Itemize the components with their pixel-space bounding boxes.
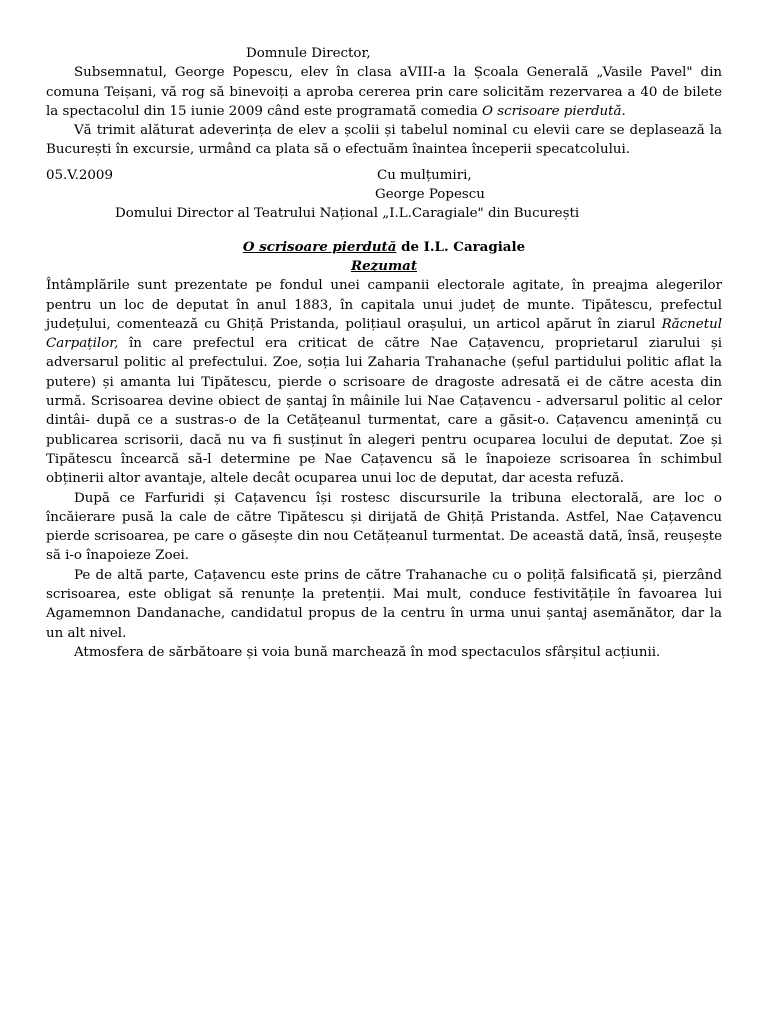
summary-title-author: de I.L. Caragiale bbox=[396, 238, 526, 255]
summary-newspaper-name: Răcnetul Carpaților, bbox=[46, 316, 722, 352]
summary-paragraph-4: Atmosfera de sărbătoare și voia bună marchează în mod spectaculos sfârșitul acțiunii. bbox=[74, 644, 661, 660]
summary-heading bbox=[46, 238, 722, 277]
letter-paragraph-attachment: Vă trimit alăturat adeverința de elev a școlii și tabelul nominal cu elevii care se deplasează la București în excursie, urmând ca plata să o efectuăm înaintea începerii specatcolului. bbox=[46, 123, 722, 158]
summary-paragraph-2: După ce Farfuridi și Cațavencu își rostesc discursurile la tribuna electorală, are loc o încăierare pusă la cale de către Tipătescu și dirijată de Ghiță Pristanda. Astfel, Nae Cațavencu pierde scrisoarea, pe care o găsește din nou Cetățeanul turmentat. De această dată, însă, reușește să i-o înapoieze Zoei. bbox=[46, 490, 722, 564]
letter-play-title: O scrisoare pierdută bbox=[482, 103, 622, 119]
summary-p1-text: Întâmplările sunt prezentate pe fondul unei campanii electorale agitate, în preajma alegerilor pentru un loc de deputat în anul 1883, în capitala unui județ de munte. Tipătescu, prefectul județului, comentează cu Ghiță Pristanda, polițiaul orașului, un articol apărut în ziarul bbox=[46, 278, 722, 332]
letter-request-end: . bbox=[621, 103, 626, 119]
summary-title bbox=[46, 238, 722, 257]
letter-request-text: Subsemnatul, George Popescu, elev în clasa aVIII-a la Școala Generală „Vasile Pavel" din comuna Teișani, vă rog să binevoiți a aproba cererea prin care solicităm rezervarea a 40 de bilete la spectacolul din 15 iunie 2009 când este programată comedia bbox=[46, 65, 722, 119]
summary-subtitle: Rezumat bbox=[350, 257, 418, 274]
letter-closing: Cu mulțumiri, bbox=[377, 167, 472, 183]
letter-date-row bbox=[46, 166, 722, 185]
letter-recipient: Domului Director al Teatrului Național „I.L.Caragiale" din București bbox=[115, 206, 580, 222]
document-body bbox=[46, 44, 722, 662]
summary-p1-rest: în care prefectul era criticat de către Nae Cațavencu, proprietarul ziarului și adversarul politic al prefectului. Zoe, soția lui Zaharia Trahanache (șeful partidului politic aflat la putere) și amanta lui Tipătescu, pierde o scrisoare de dragoste adresată ei de către acesta din urmă. Scrisoarea devine obiect de șantaj în mâinile lui Nae Cațavencu - adversarul politic al celor dintâi- după ce a sustras-o de la Cetățeanul turmentat, care a găsit-o. Cațavencu amenință cu publicarea scrisorii, dacă nu va fi susținut în alegeri pentru ocuparea locului de deputat. Zoe și Tipătescu încearcă să-l determine pe Nae Cațavencu să le înapoieze scrisoarea în schimbul obținerii altor avantaje, altele decât ocuparea unui loc de deputat, dar acesta refuză. bbox=[46, 336, 722, 487]
letter-salutation: Domnule Director, bbox=[246, 46, 371, 61]
summary-title-play: O scrisoare pierdută bbox=[242, 238, 397, 255]
summary-paragraph-1 bbox=[46, 276, 722, 488]
letter-date: 05.V.2009 bbox=[46, 167, 113, 183]
summary-paragraph-3: Pe de altă parte, Cațavencu este prins de către Trahanache cu o poliță falsificată și, pierzând scrisoarea, este obligat să renunțe la pretenții. Mai mult, conduce festivitățile în favoarea lui Agamemnon Dandanache, candidatul propus de la centru în urma unui șantaj asemănător, dar la un alt nivel. bbox=[46, 567, 722, 641]
letter-signature: George Popescu bbox=[375, 187, 485, 203]
letter-paragraph-request bbox=[46, 63, 722, 121]
